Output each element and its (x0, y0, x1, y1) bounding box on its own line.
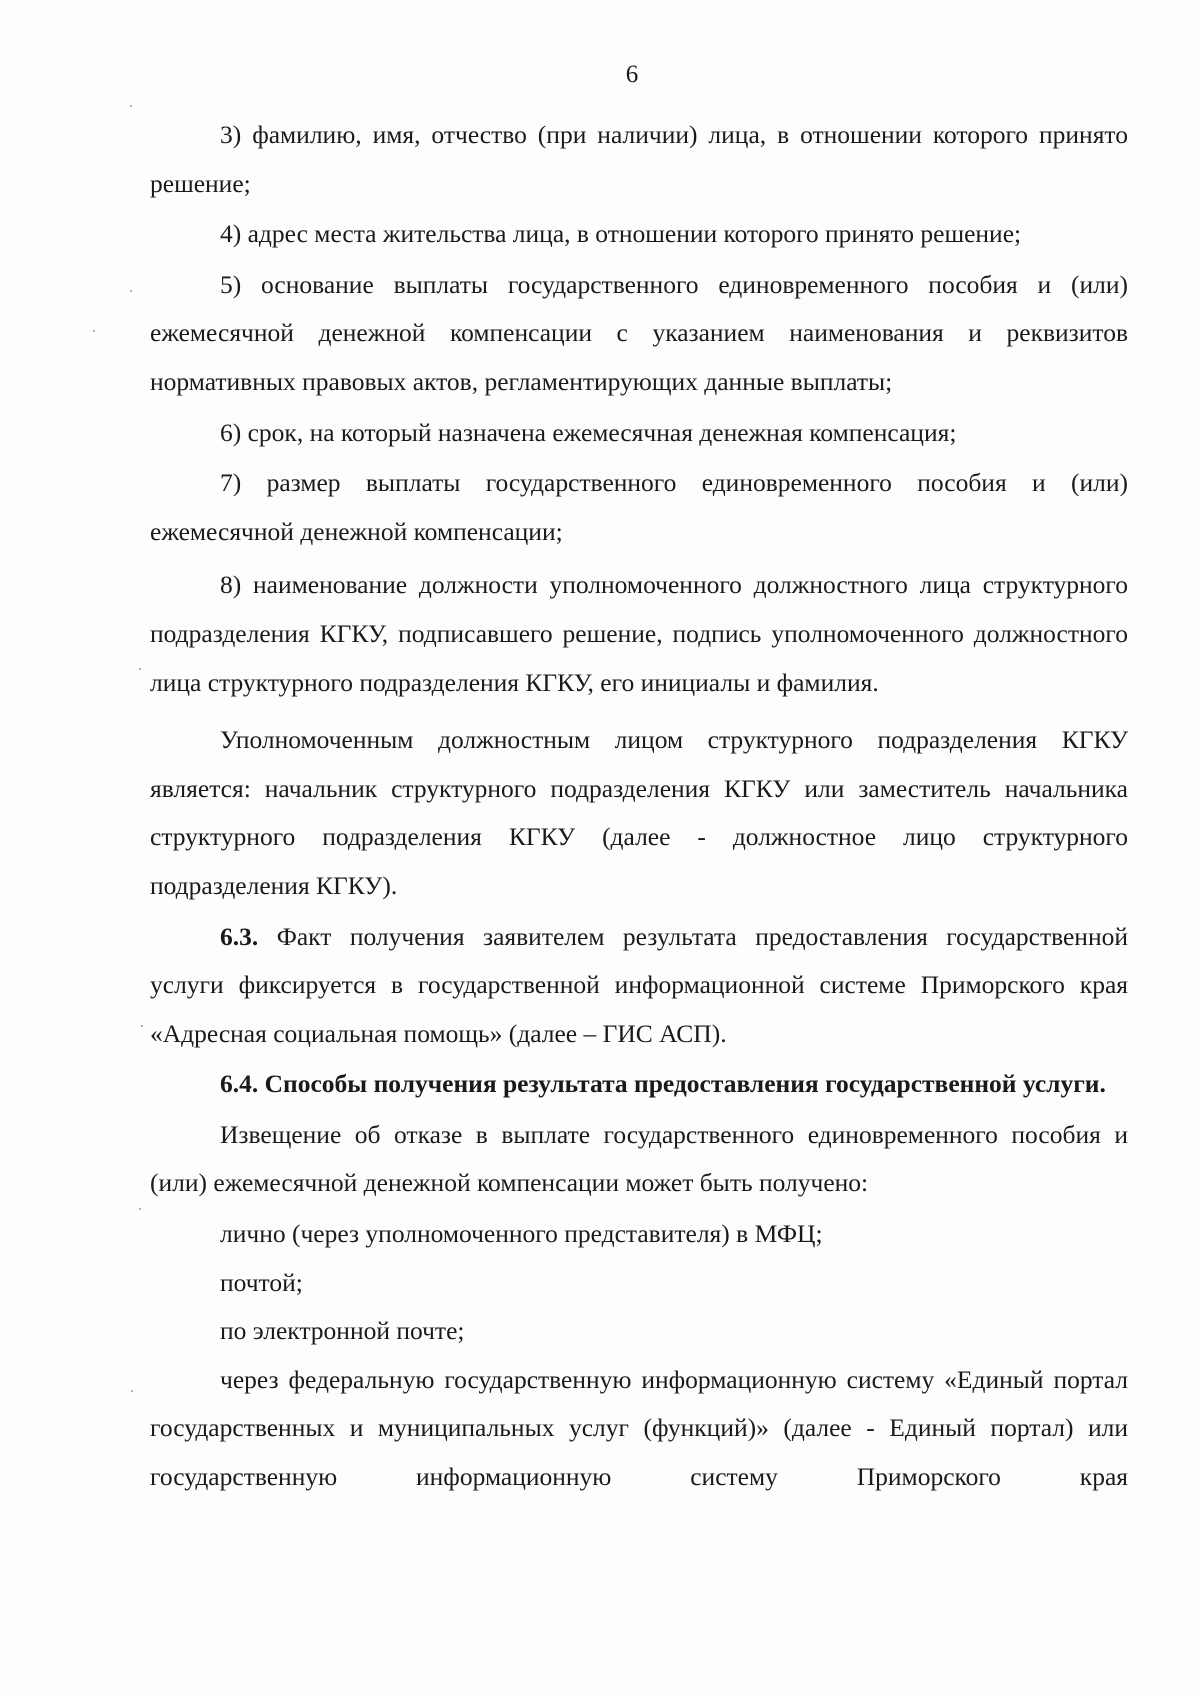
scan-speck (93, 330, 95, 332)
document-body (150, 111, 1128, 1502)
paragraph-item-6: 6) срок, на который назначена ежемесячная денежная компенсация; (220, 417, 957, 447)
scan-speck (130, 105, 132, 107)
scan-speck (141, 1025, 143, 1027)
paragraph-notice: Извещение об отказе в выплате государственного единовременного пособия и (или) ежемесячной денежной компенсации может быть получено: (150, 1119, 1128, 1198)
page-number: 6 (625, 61, 639, 88)
paragraph-item-5: 5) основание выплаты государственного единовременного пособия и (или) ежемесячной денежной компенсации с указанием наименования и реквизитов нормативных правовых актов, регламентирующих данные выплаты; (150, 269, 1128, 396)
section-6-3-number: 6.3. (220, 921, 259, 951)
scan-speck (139, 1208, 141, 1210)
scan-speck (131, 1390, 133, 1392)
section-6-3-text: Факт получения заявителем результата предоставления государственной услуги фиксируется в государственной информационной системе Приморского края «Адресная социальная помощь» (далее – ГИС АСП). (150, 921, 1128, 1048)
list-item-by-email: по электронной почте; (220, 1316, 465, 1346)
list-item-in-person: лично (через уполномоченного представителя) в МФЦ; (220, 1219, 823, 1249)
paragraph-item-7: 7) размер выплаты государственного единовременного пособия и (или) ежемесячной денежной компенсации; (150, 468, 1128, 546)
paragraph-section-6-3 (150, 913, 1128, 1059)
paragraph-authorized-person: Уполномоченным должностным лицом структурного подразделения КГКУ является: начальник структурного подразделения КГКУ или заместитель начальника структурного подразделения КГКУ (далее - должностное лицо структурного подразделения КГКУ). (150, 725, 1128, 900)
list-item-via-portal: через федеральную государственную информационную систему «Единый портал государственных и муниципальных услуг (функций)» (далее - Единый портал) или государственную информационную систему Приморского края (150, 1364, 1128, 1492)
list-item-by-mail: почтой; (220, 1267, 303, 1297)
paragraph-item-4: 4) адрес места жительства лица, в отношении которого принято решение; (220, 219, 1022, 249)
section-6-4-heading: 6.4. Способы получения результата предоставления государственной услуги. (220, 1069, 1106, 1099)
scan-speck (139, 668, 141, 670)
paragraph-item-8: 8) наименование должности уполномоченного должностного лица структурного подразделения КГКУ, подписавшего решение, подпись уполномоченного должностного лица структурного подразделения КГКУ, его инициалы и фамилия. (150, 570, 1128, 697)
scan-speck (130, 290, 132, 292)
paragraph-item-3: 3) фамилию, имя, отчество (при наличии) лица, в отношении которого принято решение; (150, 120, 1128, 198)
